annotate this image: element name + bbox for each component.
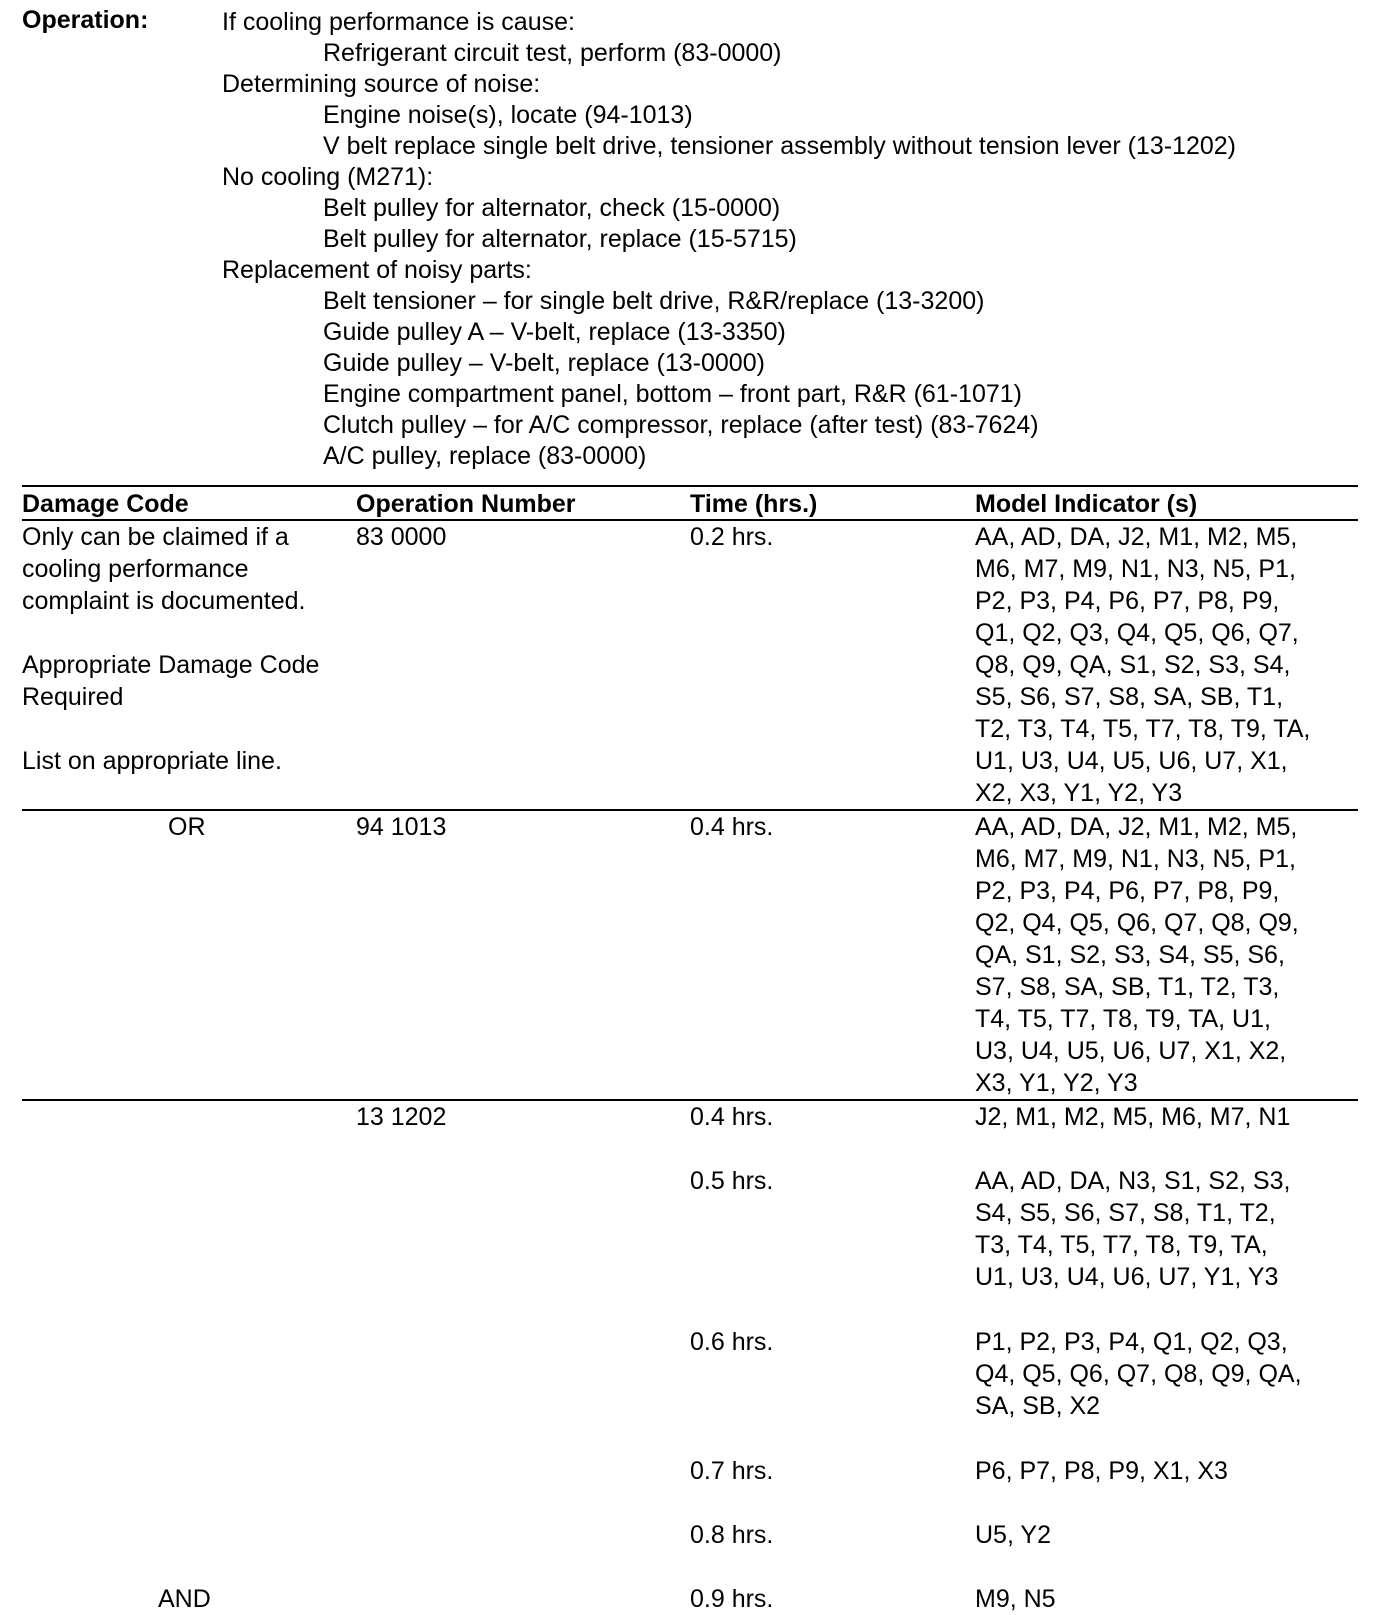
row1-time: 0.2 hrs. <box>690 523 774 551</box>
row3-models: M9, N5 <box>975 1585 1056 1613</box>
row3-connector: AND <box>158 1585 211 1613</box>
row3-time: 0.5 hrs. <box>690 1167 774 1195</box>
operation-heading: Replacement of noisy parts: <box>222 256 532 284</box>
row2-time: 0.4 hrs. <box>690 813 774 841</box>
row1-damage-code: Only can be claimed if a cooling performance complaint is documented. Appropriate Damage Code Required List on appropriate line. <box>22 523 320 775</box>
table-top-rule <box>22 485 1358 487</box>
row3-time: 0.9 hrs. <box>690 1585 774 1613</box>
operation-label: Operation: <box>22 6 149 34</box>
row2-models: AA, AD, DA, J2, M1, M2, M5, M6, M7, M9, N1, N3, N5, P1, P2, P3, P4, P6, P7, P8, P9, Q2, Q4, Q5, Q6, Q7, Q8, Q9, QA, S1, S2, S3, S4, S5, S6, S7, S8, SA, SB, T1, T2, T3, T4, T5, T7, T8, T9, TA, U1, U3, U4, U5, U6, U7, X1, X2, X3, Y1, Y2, Y3 <box>975 813 1299 1097</box>
header-model-indicator: Model Indicator (s) <box>975 490 1198 518</box>
row3-time: 0.8 hrs. <box>690 1521 774 1549</box>
row3-time: 0.4 hrs. <box>690 1103 774 1131</box>
row3-time: 0.7 hrs. <box>690 1457 774 1485</box>
row2-operation-number: 94 1013 <box>356 813 447 841</box>
operation-item: Clutch pulley – for A/C compressor, replace (after test) (83-7624) <box>323 411 1039 439</box>
operation-item: Engine noise(s), locate (94-1013) <box>323 101 693 129</box>
row3-models: J2, M1, M2, M5, M6, M7, N1 <box>975 1103 1291 1131</box>
operation-heading: If cooling performance is cause: <box>222 8 575 36</box>
row3-models: U5, Y2 <box>975 1521 1051 1549</box>
operation-item: Guide pulley A – V-belt, replace (13-3350) <box>323 318 786 346</box>
header-time: Time (hrs.) <box>690 490 818 518</box>
row1-operation-number: 83 0000 <box>356 523 447 551</box>
operation-item: Engine compartment panel, bottom – front part, R&R (61-1071) <box>323 380 1022 408</box>
operation-heading: Determining source of noise: <box>222 70 541 98</box>
row3-models: AA, AD, DA, N3, S1, S2, S3, S4, S5, S6, S7, S8, T1, T2, T3, T4, T5, T7, T8, T9, TA, U1, U3, U4, U6, U7, Y1, Y3 <box>975 1167 1291 1291</box>
row2-connector: OR <box>168 813 206 841</box>
header-operation-number: Operation Number <box>356 490 576 518</box>
operation-item: A/C pulley, replace (83-0000) <box>323 442 647 470</box>
operation-item: Belt tensioner – for single belt drive, R&R/replace (13-3200) <box>323 287 985 315</box>
row3-time: 0.6 hrs. <box>690 1328 774 1356</box>
header-damage-code: Damage Code <box>22 490 189 518</box>
row3-models: P6, P7, P8, P9, X1, X3 <box>975 1457 1228 1485</box>
operation-item: Refrigerant circuit test, perform (83-0000) <box>323 39 782 67</box>
operation-heading: No cooling (M271): <box>222 163 434 191</box>
operation-item: Belt pulley for alternator, check (15-0000) <box>323 194 781 222</box>
row3-models: P1, P2, P3, P4, Q1, Q2, Q3, Q4, Q5, Q6, Q7, Q8, Q9, QA, SA, SB, X2 <box>975 1328 1302 1420</box>
row1-models: AA, AD, DA, J2, M1, M2, M5, M6, M7, M9, N1, N3, N5, P1, P2, P3, P4, P6, P7, P8, P9, Q1, Q2, Q3, Q4, Q5, Q6, Q7, Q8, Q9, QA, S1, S2, S3, S4, S5, S6, S7, S8, SA, SB, T1, T2, T3, T4, T5, T7, T8, T9, TA, U1, U3, U4, U5, U6, U7, X1, X2, X3, Y1, Y2, Y3 <box>975 523 1311 807</box>
row3-operation-number: 13 1202 <box>356 1103 447 1131</box>
operation-item: V belt replace single belt drive, tensioner assembly without tension lever (13-1202) <box>323 132 1236 160</box>
operation-item: Belt pulley for alternator, replace (15-5715) <box>323 225 797 253</box>
operation-item: Guide pulley – V-belt, replace (13-0000) <box>323 349 765 377</box>
